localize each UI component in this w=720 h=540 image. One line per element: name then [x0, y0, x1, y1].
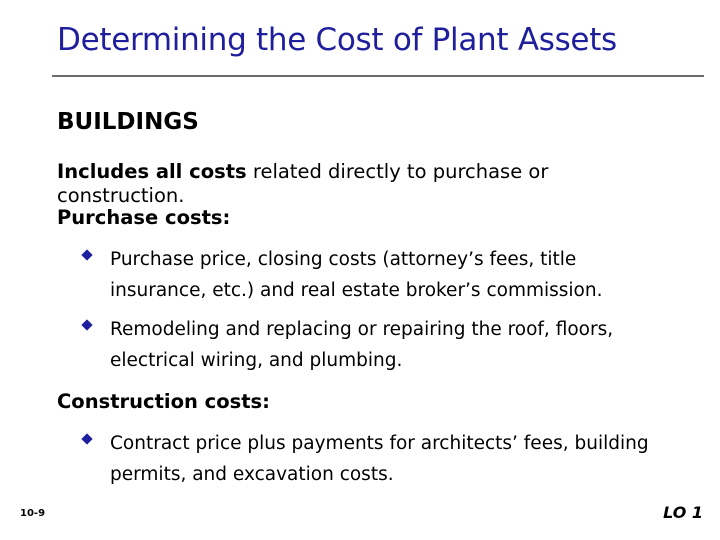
construction-costs-heading: Construction costs: — [57, 390, 270, 413]
slide-title: Determining the Cost of Plant Assets — [57, 22, 617, 58]
intro-bold: Includes all costs — [57, 160, 247, 183]
bullet-text: Remodeling and replacing or repairing the roof, floors, electrical wiring, and plumbing. — [110, 319, 614, 371]
title-divider — [52, 75, 704, 77]
section-heading: BUILDINGS — [57, 109, 199, 135]
diamond-bullet-icon — [81, 319, 92, 330]
bullet-text: Purchase price, closing costs (attorney’s fees, title insurance, etc.) and real estate broker’s commission. — [110, 249, 603, 301]
intro-text — [57, 160, 617, 208]
slide-number: 10-9 — [20, 508, 46, 519]
learning-objective-label: LO 1 — [663, 503, 703, 522]
diamond-bullet-icon — [81, 433, 92, 444]
purchase-costs-heading: Purchase costs: — [57, 206, 231, 229]
bullet-text: Contract price plus payments for architects’ fees, building permits, and excavation costs. — [110, 433, 649, 485]
intro-rest: related directly to purchase or construction. — [57, 160, 549, 207]
diamond-bullet-icon — [81, 249, 92, 260]
